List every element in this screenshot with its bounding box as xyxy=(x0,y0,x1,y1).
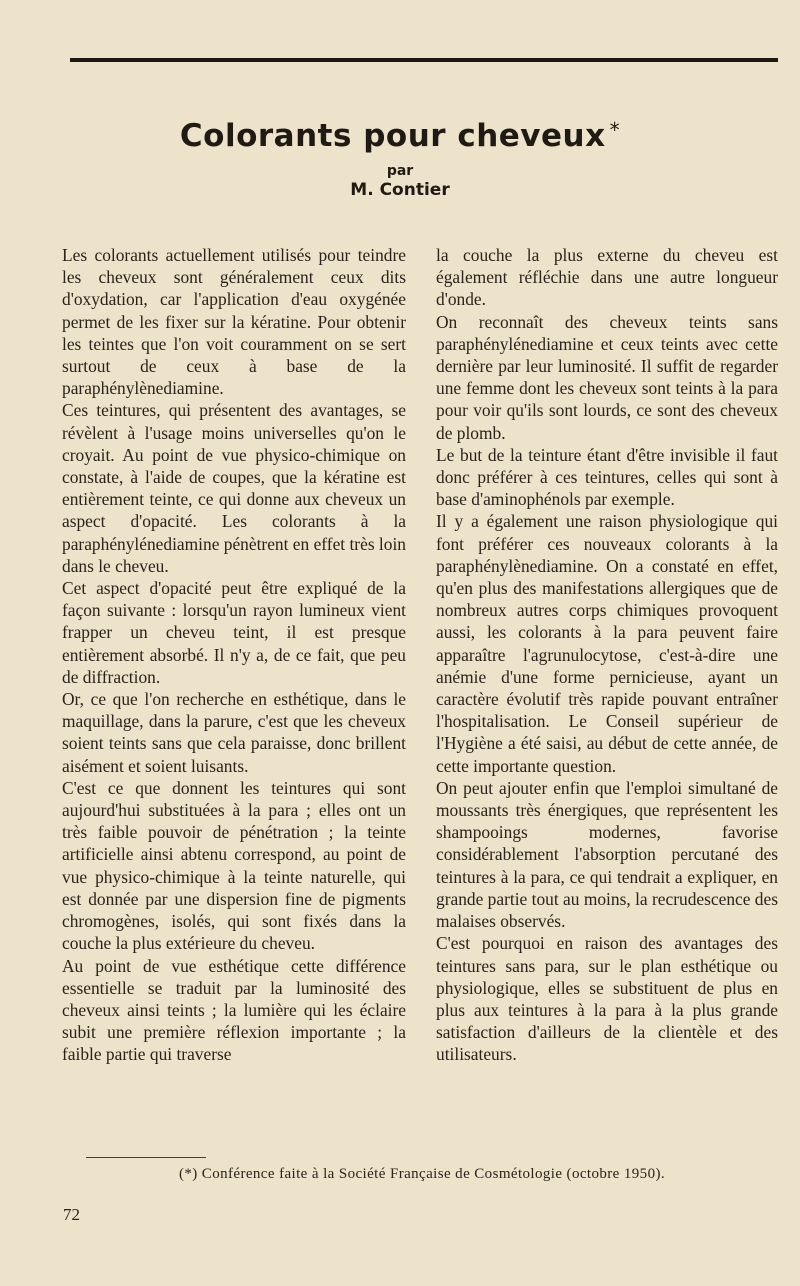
paragraph: Les colorants actuellement utilisés pour teindre les cheveux sont généralement ceux dits d'oxydation, car l'application d'eau oxygénée permet de les fixer sur la kératine. Pour obtenir les teintes que l'on voit couramment on se sert surtout de ceux à base de la paraphénylènediamine. xyxy=(62,245,406,399)
paragraph: On peut ajouter enfin que l'emploi simultané de moussants très énergiques, que représentent les shampooings modernes, favorise considérablement l'absorption percutané des teintures à la para, ce qui tendrait a expliquer, en grande partie tout au moins, la recrudescence des malaises observés. xyxy=(436,777,778,932)
article-title: Colorants pour cheveux * xyxy=(179,118,621,154)
byline-prefix: par xyxy=(386,163,414,179)
footnote: (*) Conférence faite à la Société Française de Cosmétologie (octobre 1950). xyxy=(178,1166,666,1182)
right-column xyxy=(436,244,778,1066)
paragraph: On reconnaît des cheveux teints sans paraphénylénediamine et ceux teints avec cette dernière par leur luminosité. Il suffit de regarder une femme dont les cheveux sont teints à la para pour voir qu'ils sont lourds, ce sont des cheveux de plomb. xyxy=(436,311,778,443)
title-footnote-mark: * xyxy=(609,118,621,142)
top-rule xyxy=(70,58,778,62)
left-column xyxy=(62,244,406,1066)
paragraph: Le but de la teinture étant d'être invisible il faut donc préférer à ces teintures, celles qui sont à base d'aminophénols par exemple. xyxy=(436,444,778,510)
paragraph: C'est ce que donnent les teintures qui sont aujourd'hui substituées à la para ; elles ont un très faible pouvoir de pénétration ; la teinte artificielle ainsi abtenu correspond, au point de vue physico-chimique à la teinte naturelle, qui est donnée par une dispersion fine de pigments chromogènes, isolés, qui sont fixés dans la couche la plus extérieure du cheveu. xyxy=(62,777,406,954)
page-number: 72 xyxy=(63,1205,80,1224)
paragraph: la couche la plus externe du cheveu est également réfléchie dans une autre longueur d'onde. xyxy=(436,245,778,310)
footnote-rule xyxy=(86,1157,206,1158)
author-name: M. Contier xyxy=(350,180,450,200)
paragraph: Ces teintures, qui présentent des avantages, se révèlent à l'usage moins universelles qu'on le croyait. Au point de vue physico-chimique on constate, à l'aide de coupes, que la kératine est entièrement teinte, ce qui donne aux cheveux un aspect d'opacité. Les colorants à la paraphénylénediamine pénètrent en effet très loin dans le cheveu. xyxy=(62,400,406,576)
paragraph: Cet aspect d'opacité peut être expliqué de la façon suivante : lorsqu'un rayon lumineux vient frapper un cheveu teint, il est presque entièrement absorbé. Il n'y a, de ce fait, que peu de diffraction. xyxy=(62,578,406,687)
paragraph: Il y a également une raison physiologique qui font préférer ces nouveaux colorants à la paraphénylènediamine. On a constaté en effet, qu'en plus des manifestations allergiques que de nombreux autres corps chimiques provoquent aussi, les colorants à la para peuvent faire apparaître l'agrunulocytose, c'est-à-dire une anémie d'une forme pernicieuse, ayant un caractère évolutif très rapide pouvant entraîner l'hospitalisation. Le Conseil supérieur de l'Hygiène a été saisi, au début de cette année, de cette importante question. xyxy=(436,511,778,776)
paragraph: Or, ce que l'on recherche en esthétique, dans le maquillage, dans la parure, c'est que les cheveux soient teints sans que cela paraisse, donc brillent aisément et soient luisants. xyxy=(62,689,406,776)
paragraph: Au point de vue esthétique cette différence essentielle se traduit par la luminosité des cheveux ainsi teints ; la lumière qui les éclaire subit une première réflexion importante ; la faible partie qui traverse xyxy=(62,955,406,1065)
paragraph: C'est pourquoi en raison des avantages des teintures sans para, sur le plan esthétique ou physiologique, elles se substituent de plus en plus aux teintures à la para à la plus grande satisfaction d'ailleurs de la clientèle et des utilisateurs. xyxy=(436,933,778,1065)
